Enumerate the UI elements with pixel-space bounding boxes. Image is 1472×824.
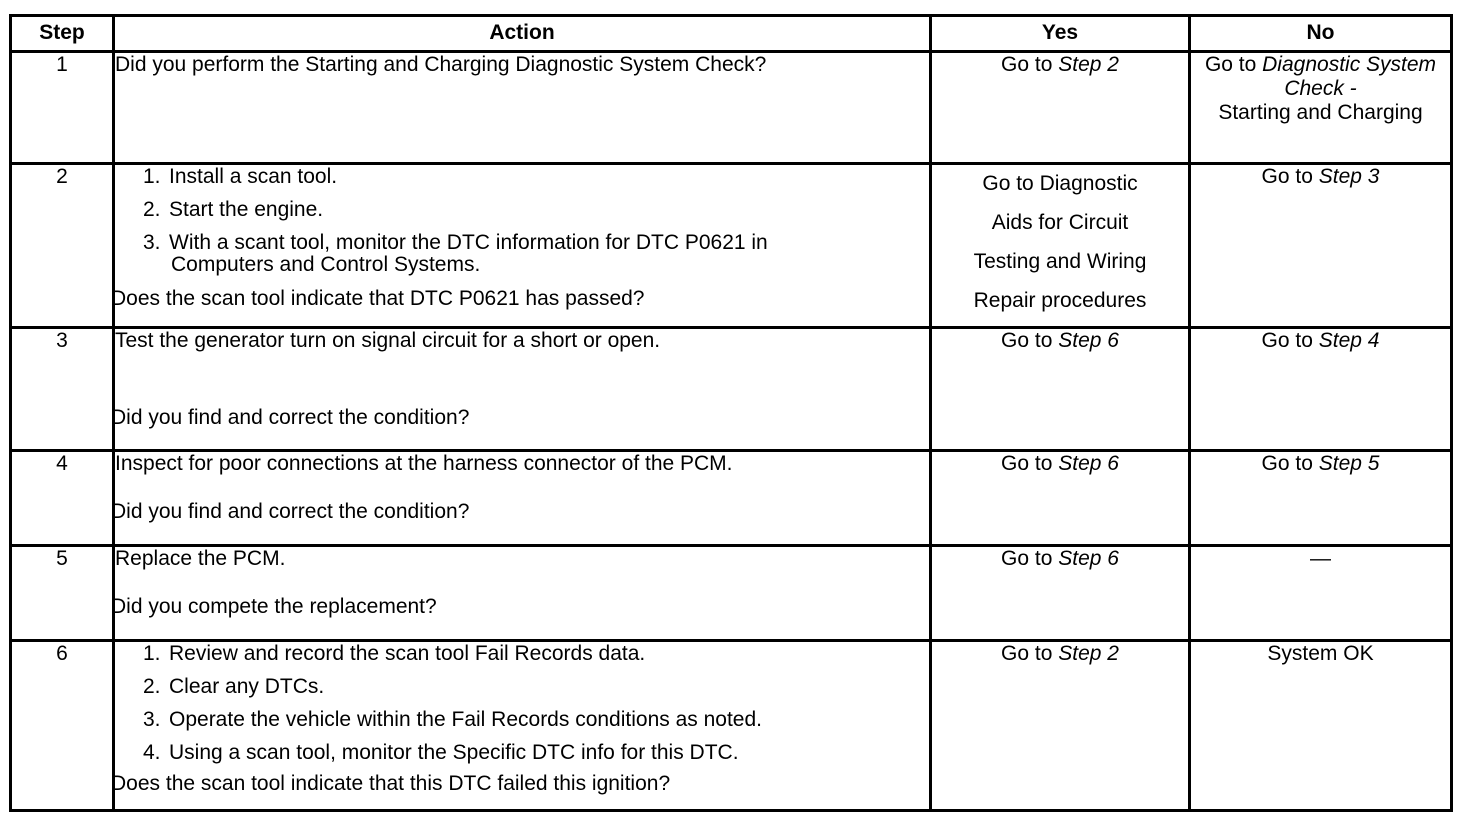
action-instruction: Inspect for poor connections at the harness connector of the PCM. (115, 452, 733, 475)
action-question: Did you find and correct the condition? (111, 406, 470, 430)
table-row (11, 164, 1452, 328)
yes-cell: Go to Step 6 (931, 451, 1190, 546)
action-cell (111, 546, 931, 641)
action-question: Does the scan tool indicate that DTC P0621 has passed? (111, 286, 645, 310)
action-question: Does the scan tool indicate that this DTC failed this ignition? (111, 771, 671, 795)
yes-cell: Go to Diagnostic Aids for Circuit Testing and Wiring Repair procedures (931, 164, 1190, 328)
substep: 3. Operate the vehicle within the Fail Records conditions as noted. (143, 708, 762, 732)
substep: 2. Clear any DTCs. (143, 675, 325, 699)
diagnostic-table (9, 14, 1453, 812)
step-number: 3 (11, 328, 114, 451)
yes-cell: Go to Step 2 (931, 641, 1190, 811)
no-cell (1190, 52, 1452, 164)
table-row (11, 328, 1452, 451)
header-row (11, 16, 1452, 52)
table-row (11, 641, 1452, 811)
yes-step-ref: Step 2 (1058, 53, 1119, 76)
no-prefix: Go to (1204, 53, 1263, 76)
step-number: 4 (11, 451, 114, 546)
table-row (11, 52, 1452, 164)
header-action: Action (114, 16, 931, 52)
substep: 1. Install a scan tool. (143, 165, 338, 188)
table-row (11, 546, 1452, 641)
step-number: 2 (11, 164, 114, 328)
step-number: 5 (11, 546, 114, 641)
substep-continuation: Computers and Control Systems. (171, 253, 481, 277)
substep-list (115, 165, 929, 278)
no-cell: — (1190, 546, 1452, 641)
yes-cell: Go to Step 6 (931, 328, 1190, 451)
step-number: 1 (11, 52, 114, 164)
step-number: 6 (11, 641, 114, 811)
substep: 4. Using a scan tool, monitor the Specific DTC info for this DTC. (143, 741, 739, 765)
substep: 2. Start the engine. (143, 198, 324, 222)
action-cell (111, 641, 931, 811)
yes-cell: Go to Step 6 (931, 546, 1190, 641)
action-cell (111, 451, 931, 546)
no-cell: Go to Step 5 (1190, 451, 1452, 546)
substep-list (115, 642, 929, 766)
action-question: Did you compete the replacement? (111, 595, 437, 619)
action-instruction: Replace the PCM. (115, 547, 286, 570)
no-cell: System OK (1190, 641, 1452, 811)
header-no: No (1190, 16, 1452, 52)
substep: 1. Review and record the scan tool Fail Records data. (143, 642, 646, 665)
no-ref: Diagnostic System Check - (1262, 53, 1437, 101)
action-cell (111, 164, 931, 328)
header-step: Step (11, 16, 114, 52)
no-suffix: Starting and Charging (1218, 101, 1423, 125)
substep: 3. With a scant tool, monitor the DTC information for DTC P0621 in Computers and Control Systems. (151, 231, 929, 277)
action-question: Did you find and correct the condition? (111, 500, 470, 524)
no-cell: Go to Step 3 (1190, 164, 1452, 328)
no-cell: Go to Step 4 (1190, 328, 1452, 451)
table-row (11, 451, 1452, 546)
action-cell (114, 52, 931, 164)
yes-cell (931, 52, 1190, 164)
action-instruction: Test the generator turn on signal circuit for a short or open. (115, 329, 661, 352)
action-cell (111, 328, 931, 451)
yes-prefix: Go to (1001, 53, 1059, 76)
header-yes: Yes (931, 16, 1190, 52)
action-instruction: Did you perform the Starting and Charging Diagnostic System Check? (115, 53, 767, 76)
